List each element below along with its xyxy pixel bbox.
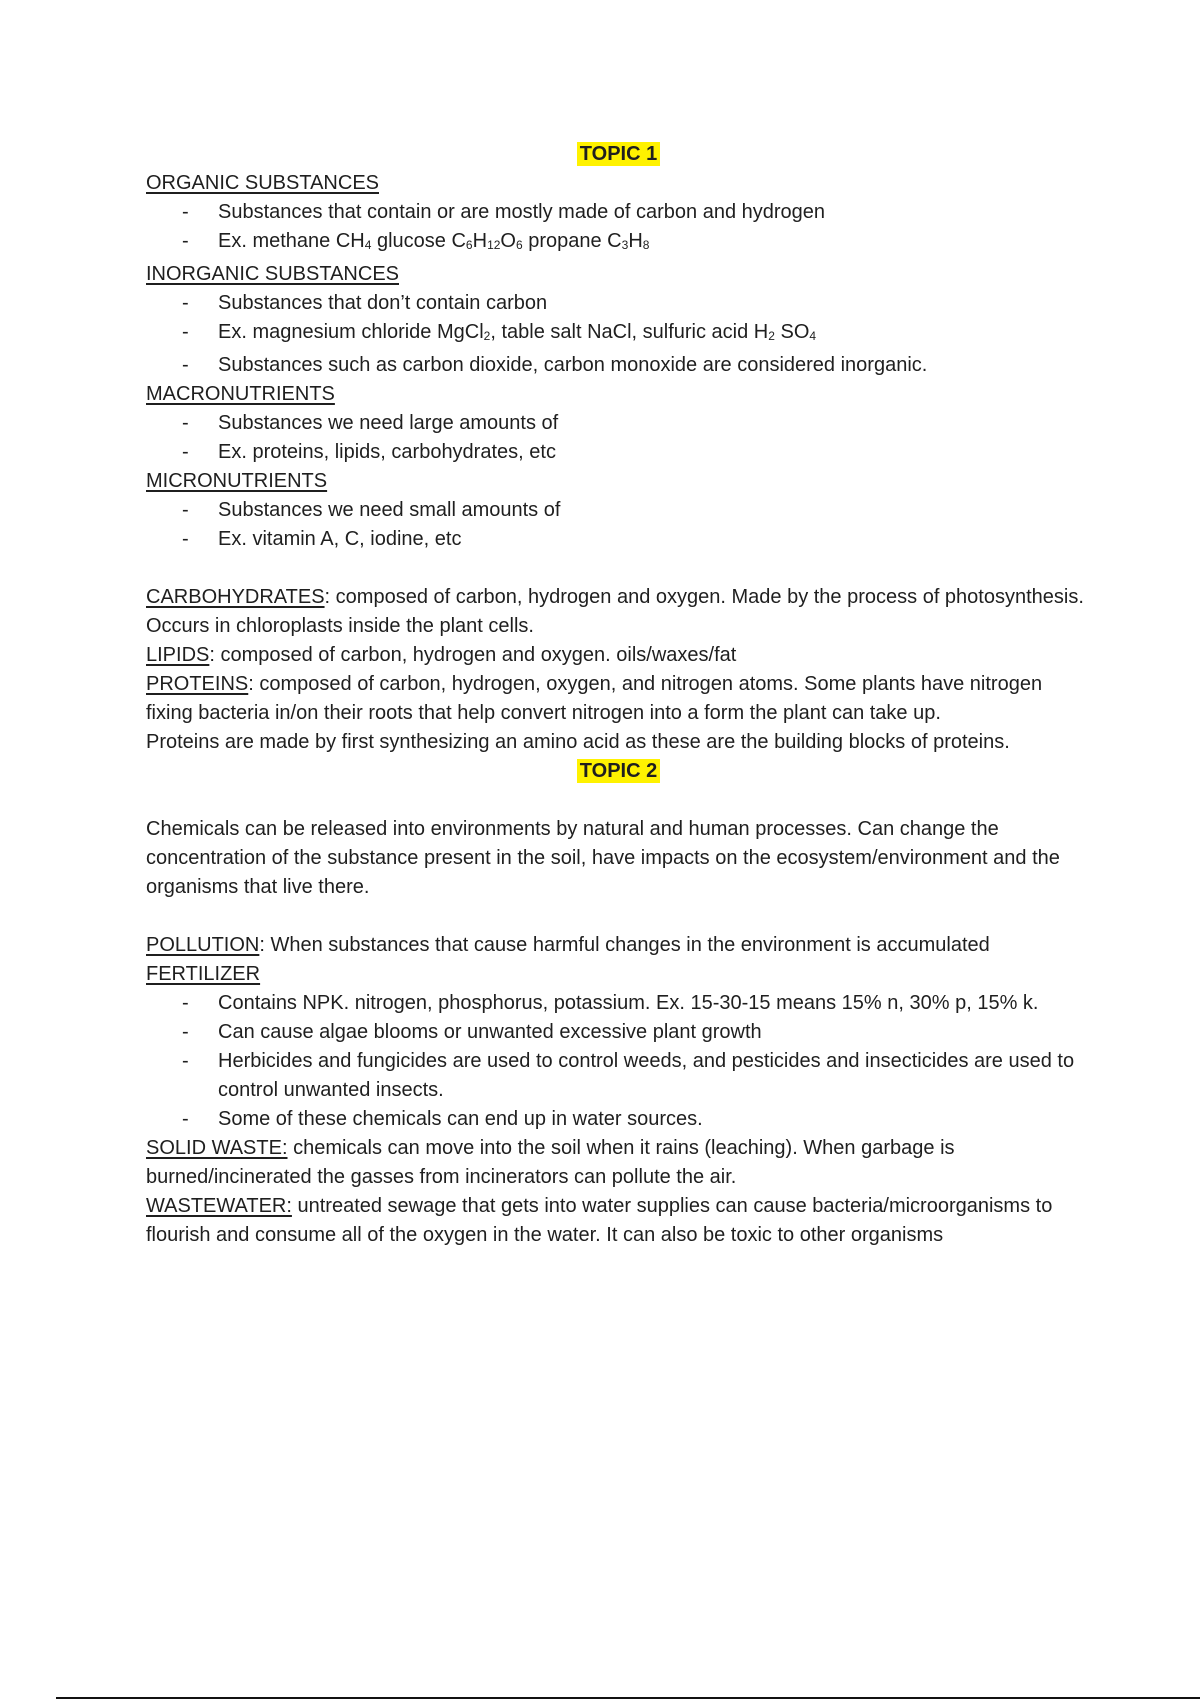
paragraph-text: : composed of carbon, hydrogen, oxygen, and nitrogen atoms. Some plants have nitrogen fixing bacteria in/on their roots that help convert nitrogen into a form the plant can take up. (146, 673, 1043, 724)
fertilizer-heading-row (146, 960, 1091, 989)
subscript: 2 (768, 329, 775, 343)
organic-heading: ORGANIC SUBSTANCES (146, 172, 379, 194)
lipids-heading: LIPIDS (146, 644, 210, 666)
pollution-heading: POLLUTION (146, 934, 260, 956)
wastewater-heading: WASTEWATER: (146, 1195, 292, 1217)
paragraph-text: : composed of carbon, hydrogen and oxygen. oils/waxes/fat (209, 644, 737, 666)
paragraph-text: : composed of carbon, hydrogen and oxygen. Made by the process of photosynthesis. Occurs in chloroplasts inside the plant cells. (146, 586, 1084, 637)
organic-list (146, 198, 1091, 260)
paragraph-text: chemicals can move into the soil when it rains (leaching). When garbage is burned/incinerated the gasses from incinerators can pollute the air. (146, 1137, 955, 1188)
subscript: 6 (515, 238, 523, 252)
subscript: 8 (642, 238, 650, 252)
macro-heading-row (146, 380, 1091, 409)
list-item: - Substances that don’t contain carbon (146, 289, 1091, 318)
formula-text: propane C (522, 230, 622, 252)
list-item: - Substances that contain or are mostly made of carbon and hydrogen (146, 198, 1091, 227)
spacer (146, 554, 1091, 583)
list-item: - Substances we need small amounts of (146, 496, 1091, 525)
micronutrients-heading: MICRONUTRIENTS (146, 470, 328, 492)
inorganic-list (146, 289, 1091, 380)
fertilizer-heading: FERTILIZER (146, 963, 261, 985)
formula-text: H (472, 230, 488, 252)
inorganic-heading: INORGANIC SUBSTANCES (146, 263, 399, 285)
lipids-paragraph (146, 641, 1091, 670)
list-item: - Substances such as carbon dioxide, carbon monoxide are considered inorganic. (146, 351, 1091, 380)
organic-heading-row (146, 169, 1091, 198)
carbohydrates-heading: CARBOHYDRATES (146, 586, 325, 608)
formula-text: O (500, 230, 516, 252)
macro-list (146, 409, 1091, 467)
solid-waste-paragraph (146, 1134, 1091, 1192)
list-item: - Contains NPK. nitrogen, phosphorus, potassium. Ex. 15-30-15 means 15% n, 30% p, 15% k. (146, 989, 1091, 1018)
proteins-paragraph-2: Proteins are made by first synthesizing an amino acid as these are the building blocks of proteins. (146, 731, 1010, 753)
paragraph-text: untreated sewage that gets into water supplies can cause bacteria/microorganisms to flourish and consume all of the oxygen in the water. It can also be toxic to other organisms (146, 1195, 1053, 1246)
subscript: 6 (465, 238, 473, 252)
formula-text: , table salt NaCl, sulfuric acid H (490, 321, 769, 343)
carbohydrates-paragraph (146, 583, 1091, 641)
list-item (146, 227, 1091, 260)
spacer (146, 786, 1091, 815)
proteins-heading: PROTEINS (146, 673, 249, 695)
list-item: - Ex. vitamin A, C, iodine, etc (146, 525, 1091, 554)
list-item: - Ex. proteins, lipids, carbohydrates, etc (146, 438, 1091, 467)
wastewater-paragraph (146, 1192, 1091, 1250)
list-item (146, 318, 1091, 351)
subscript: 4 (809, 329, 817, 343)
micro-heading-row (146, 467, 1091, 496)
subscript: 3 (621, 238, 629, 252)
paragraph-text: : When substances that cause harmful changes in the environment is accumulated (259, 934, 990, 956)
list-item: - Herbicides and fungicides are used to control weeds, and pesticides and insecticides are used to control unwanted insects. (146, 1047, 1091, 1105)
micro-list (146, 496, 1091, 554)
formula-text: glucose C (371, 230, 466, 252)
page-bottom-divider (56, 1697, 1200, 1699)
formula-text: H (628, 230, 643, 252)
list-item: - Can cause algae blooms or unwanted excessive plant growth (146, 1018, 1091, 1047)
formula-text: SO (774, 321, 810, 343)
list-item: - Substances we need large amounts of (146, 409, 1091, 438)
topic-2-title-row (146, 757, 1091, 786)
chemicals-paragraph: Chemicals can be released into environments by natural and human processes. Can change the concentration of the substance present in the soil, have impacts on the ecosystem/environment and the organisms that live there. (146, 818, 1060, 898)
subscript: 4 (364, 238, 372, 252)
topic-2-title: TOPIC 2 (577, 759, 660, 783)
solid-waste-heading: SOLID WASTE: (146, 1137, 288, 1159)
list-item: - Some of these chemicals can end up in water sources. (146, 1105, 1091, 1134)
subscript: 12 (487, 238, 501, 252)
macronutrients-heading: MACRONUTRIENTS (146, 383, 335, 405)
formula-text: Ex. methane CH (218, 230, 365, 252)
fertilizer-list (146, 989, 1091, 1134)
formula-text: Ex. magnesium chloride MgCl (218, 321, 484, 343)
topic-1-title-row (146, 140, 1091, 169)
topic-1-title: TOPIC 1 (577, 142, 660, 166)
proteins-paragraph (146, 670, 1091, 728)
inorganic-heading-row (146, 260, 1091, 289)
pollution-paragraph (146, 931, 1091, 960)
spacer (146, 902, 1091, 931)
document-page (146, 140, 1091, 1250)
subscript: 2 (483, 329, 491, 343)
